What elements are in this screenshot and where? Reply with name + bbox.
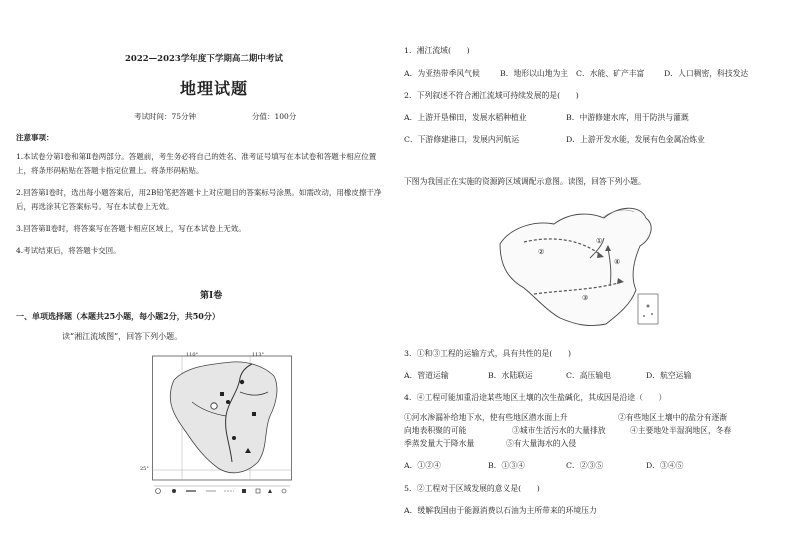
question-2: 2．下列叙述不符合湘江流域可持续发展的是( ) bbox=[404, 91, 579, 100]
notice-item-2: 2.回答第Ⅰ卷时，选出每小题答案后，用2B铅笔把答题卡上对应题目的答案标号涂黑。如需改动，用橡皮擦干净后，再选涂其它答案标号。写在本试卷上无效。 bbox=[16, 188, 382, 211]
notice-title: 注意事项： bbox=[16, 133, 54, 142]
question-1: 1．湘江流域( ) bbox=[404, 46, 470, 55]
q5-option-a: A．缓解我国由于能源消费以石油为主所带来的环境压力 bbox=[404, 506, 597, 515]
xiangjiang-basin-map bbox=[140, 352, 292, 500]
map-longitude-110: 110° bbox=[186, 352, 199, 358]
q1-option-d: D．人口稠密，科技发达 bbox=[664, 69, 749, 78]
question-4: 4．④工程可能加重沿途某些地区土壤的次生盐碱化，其成因是沿途（ ） bbox=[404, 393, 667, 402]
map-intro-2: 下图为我国正在实施的资源跨区域调配示意图。读图，回答下列小题。 bbox=[404, 177, 646, 186]
q4-option-b: B．①③④ bbox=[488, 461, 525, 470]
map-longitude-113: 113° bbox=[252, 352, 265, 358]
resource-transfer-map bbox=[494, 198, 666, 338]
q2-option-b: B．中游修建水库，用于防洪与灌溉 bbox=[566, 113, 689, 122]
notice-item-4: 4.考试结束后，将答题卡交回。 bbox=[16, 246, 121, 255]
q4-statement-4-cont: 季蒸发量大于降水量 bbox=[404, 439, 475, 448]
q2-option-d: D．上游开发水能，发展有色金属冶炼业 bbox=[566, 135, 705, 144]
q4-statement-4: ④主要地处半湿润地区，冬春 bbox=[630, 426, 732, 435]
map-intro: 读“湘江流域图”，回答下列小题。 bbox=[62, 332, 183, 341]
question-5: 5．②工程对于区域发展的意义是( ) bbox=[404, 484, 540, 493]
part-title: 一、单项选择题（本题共25小题，每小题2分，共50分） bbox=[16, 311, 220, 321]
q1-option-c: C．水能、矿产丰富 bbox=[576, 69, 645, 78]
q3-option-d: D．航空运输 bbox=[646, 371, 692, 380]
exam-title: 地理试题 bbox=[180, 79, 249, 98]
q4-statement-3: ③城市生活污水的大量排放 bbox=[512, 426, 606, 435]
question-3: 3．①和③工程的运输方式，具有共性的是( ) bbox=[404, 349, 571, 358]
q4-statement-2-cont: 向地表积聚的可能 bbox=[404, 426, 467, 435]
q4-statement-5: ⑤有大量海水的入侵 bbox=[506, 439, 577, 448]
q4-option-a: A．①②④ bbox=[404, 461, 441, 470]
map-latitude-25: 25° bbox=[140, 466, 149, 472]
exam-header: 2022—2023学年度下学期高二期中考试 bbox=[125, 54, 283, 64]
q4-statement-2: ②有些地区土壤中的盐分有逐渐 bbox=[618, 413, 728, 422]
q3-option-b: B．水陆联运 bbox=[488, 371, 533, 380]
section-title: 第Ⅰ卷 bbox=[200, 291, 223, 301]
exam-score: 分值：100分 bbox=[252, 112, 297, 121]
map-label-1: ① bbox=[596, 237, 603, 245]
q4-statement-1: ①河水渗漏补给地下水，使有些地区潜水面上升 bbox=[404, 413, 568, 422]
notice-item-1: 1.本试卷分第Ⅰ卷和第Ⅱ卷两部分。答题前，考生务必将自己的姓名、准考证号填写在本试卷和答题卡相应位置上，将条形码粘贴在答题卡指定位置上。将条形码粘贴。 bbox=[16, 152, 377, 175]
q4-option-c: C．②③⑤ bbox=[566, 461, 604, 470]
q3-option-c: C．高压输电 bbox=[566, 371, 611, 380]
map-label-4: ④ bbox=[614, 258, 621, 266]
map-label-3: ③ bbox=[582, 294, 589, 302]
q2-option-c: C．下游修建港口，发展内河航运 bbox=[404, 135, 520, 144]
q1-option-b: B．地形以山地为主 bbox=[500, 69, 569, 78]
q2-option-a: A．上游开垦梯田，发展水稻种植业 bbox=[404, 113, 527, 122]
q4-option-d: D．③④⑤ bbox=[646, 461, 684, 470]
notice-item-3: 3.回答第Ⅱ卷时，将答案写在答题卡相应区域上，写在本试卷上无效。 bbox=[16, 224, 246, 233]
map-label-2: ② bbox=[538, 248, 545, 256]
q3-option-a: A．管道运输 bbox=[404, 371, 449, 380]
q1-option-a: A．为亚热带季风气候 bbox=[404, 69, 480, 78]
exam-time: 考试时间：75分钟 bbox=[134, 112, 197, 121]
